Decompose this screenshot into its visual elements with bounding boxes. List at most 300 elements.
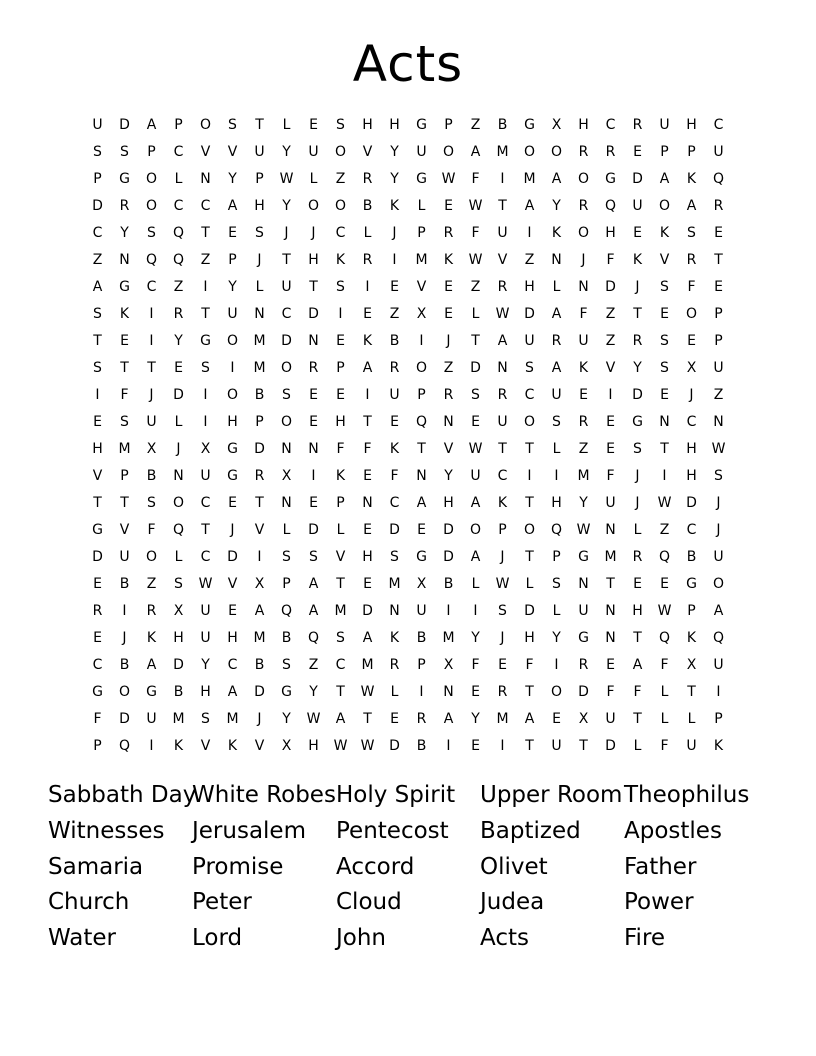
grid-letter: Z: [443, 360, 454, 376]
grid-letter: K: [227, 738, 238, 754]
grid-letter: S: [390, 549, 399, 565]
grid-letter: F: [120, 387, 129, 403]
grid-letter: A: [443, 711, 454, 727]
grid-letter: O: [442, 144, 455, 160]
grid-letter: U: [200, 468, 211, 484]
grid-letter: V: [254, 522, 265, 538]
grid-letter: H: [362, 117, 373, 133]
grid-letter: X: [146, 441, 157, 457]
grid-letter: Z: [713, 387, 724, 403]
grid-letter: S: [552, 414, 561, 430]
grid-letter: I: [473, 603, 478, 619]
grid-letter: E: [606, 441, 615, 457]
grid-letter: T: [255, 495, 264, 511]
grid-letter: X: [551, 117, 562, 133]
grid-letter: R: [362, 252, 373, 268]
grid-letter: M: [361, 657, 374, 673]
grid-letter: E: [336, 333, 345, 349]
grid-letter: U: [416, 603, 427, 619]
grid-letter: K: [335, 468, 346, 484]
grid-letter: O: [577, 171, 590, 187]
grid-letter: N: [254, 306, 265, 322]
grid-letter: S: [471, 387, 480, 403]
grid-letter: F: [390, 468, 399, 484]
grid-letter: M: [253, 360, 266, 376]
grid-letter: E: [552, 711, 561, 727]
grid-letter: R: [551, 333, 562, 349]
grid-letter: H: [92, 441, 103, 457]
grid-letter: G: [578, 630, 589, 646]
grid-letter: D: [632, 171, 643, 187]
grid-letter: Y: [633, 360, 642, 376]
grid-letter: J: [284, 225, 289, 241]
grid-letter: L: [660, 684, 669, 700]
grid-letter: C: [686, 522, 697, 538]
word-bank-item: Olivet: [480, 853, 548, 880]
word-bank-item: Sabbath Day: [48, 782, 197, 808]
grid-letter: X: [578, 711, 589, 727]
grid-letter: V: [200, 738, 211, 754]
grid-letter: H: [200, 684, 211, 700]
grid-letter: W: [711, 441, 726, 457]
grid-letter: A: [470, 549, 481, 565]
grid-letter: I: [716, 684, 721, 700]
grid-letter: U: [605, 711, 616, 727]
grid-letter: P: [552, 549, 561, 565]
grid-letter: E: [471, 414, 480, 430]
grid-letter: I: [527, 468, 532, 484]
grid-letter: A: [146, 657, 157, 673]
grid-letter: W: [198, 576, 213, 592]
grid-letter: K: [713, 738, 724, 754]
grid-letter: I: [392, 252, 397, 268]
grid-letter: J: [500, 549, 505, 565]
word-bank-item: John: [336, 925, 387, 952]
grid-letter: B: [119, 657, 130, 673]
grid-letter: F: [660, 657, 669, 673]
grid-letter: S: [552, 576, 561, 592]
grid-letter: T: [201, 306, 210, 322]
grid-letter: H: [227, 414, 238, 430]
grid-letter: S: [201, 711, 210, 727]
grid-letter: T: [498, 198, 507, 214]
grid-row: [84, 139, 732, 166]
grid-letter: N: [281, 495, 292, 511]
grid-letter: R: [308, 360, 319, 376]
grid-letter: M: [577, 468, 590, 484]
grid-letter: P: [228, 252, 237, 268]
grid-letter: S: [498, 603, 507, 619]
grid-letter: E: [309, 117, 318, 133]
word-bank-item: Promise: [192, 853, 284, 880]
grid-letter: Q: [118, 738, 131, 754]
grid-letter: O: [550, 684, 563, 700]
grid-letter: T: [255, 117, 264, 133]
grid-letter: U: [524, 333, 535, 349]
grid-letter: N: [443, 684, 454, 700]
grid-letter: U: [497, 225, 508, 241]
grid-letter: S: [525, 360, 534, 376]
grid-letter: B: [362, 198, 373, 214]
grid-letter: A: [524, 711, 535, 727]
grid-row: [84, 625, 732, 652]
grid-letter: T: [336, 684, 345, 700]
grid-letter: G: [281, 684, 292, 700]
grid-letter: L: [336, 522, 345, 538]
word-bank-item: White Robes: [192, 782, 336, 808]
word-bank-item: Father: [624, 853, 697, 880]
grid-row: [84, 436, 732, 463]
grid-letter: L: [660, 711, 669, 727]
grid-letter: U: [227, 306, 238, 322]
grid-letter: E: [714, 279, 723, 295]
grid-letter: G: [632, 414, 643, 430]
grid-row: [84, 733, 732, 760]
grid-row: [84, 517, 732, 544]
grid-letter: C: [146, 279, 157, 295]
grid-letter: R: [605, 144, 616, 160]
grid-letter: M: [442, 630, 455, 646]
grid-letter: A: [524, 198, 535, 214]
grid-letter: B: [686, 549, 697, 565]
grid-letter: O: [523, 414, 536, 430]
grid-letter: J: [716, 495, 721, 511]
grid-letter: O: [334, 198, 347, 214]
grid-letter: W: [333, 738, 348, 754]
grid-letter: P: [714, 711, 723, 727]
grid-letter: H: [335, 414, 346, 430]
grid-letter: W: [657, 495, 672, 511]
grid-letter: J: [446, 333, 451, 349]
grid-letter: J: [392, 225, 397, 241]
grid-letter: T: [309, 279, 318, 295]
grid-letter: X: [173, 603, 184, 619]
grid-letter: S: [174, 576, 183, 592]
grid-letter: M: [415, 252, 428, 268]
grid-letter: J: [311, 225, 316, 241]
grid-letter: R: [497, 387, 508, 403]
grid-letter: I: [365, 279, 370, 295]
grid-letter: R: [578, 144, 589, 160]
grid-letter: K: [146, 630, 157, 646]
grid-row: [84, 679, 732, 706]
grid-letter: N: [308, 441, 319, 457]
grid-letter: Q: [172, 522, 185, 538]
grid-row: [84, 274, 732, 301]
grid-letter: O: [145, 198, 158, 214]
grid-letter: F: [660, 738, 669, 754]
grid-letter: Y: [282, 198, 291, 214]
grid-letter: D: [92, 198, 103, 214]
word-bank-item: Acts: [480, 925, 529, 952]
grid-letter: R: [443, 225, 454, 241]
grid-letter: G: [578, 549, 589, 565]
grid-letter: E: [309, 414, 318, 430]
grid-letter: Q: [658, 549, 671, 565]
grid-letter: E: [579, 387, 588, 403]
grid-letter: M: [253, 333, 266, 349]
grid-letter: G: [416, 117, 427, 133]
grid-letter: P: [255, 414, 264, 430]
grid-letter: E: [714, 225, 723, 241]
grid-letter: L: [633, 522, 642, 538]
grid-letter: Z: [605, 333, 616, 349]
grid-letter: S: [282, 549, 291, 565]
grid-letter: T: [120, 495, 129, 511]
grid-letter: G: [686, 576, 697, 592]
grid-letter: E: [444, 306, 453, 322]
grid-letter: W: [360, 684, 375, 700]
grid-letter: K: [443, 252, 454, 268]
grid-letter: A: [551, 306, 562, 322]
grid-letter: P: [417, 387, 426, 403]
grid-letter: V: [362, 144, 373, 160]
grid-row: [84, 706, 732, 733]
grid-letter: H: [524, 279, 535, 295]
grid-letter: E: [633, 144, 642, 160]
grid-letter: Z: [146, 576, 157, 592]
grid-letter: R: [146, 603, 157, 619]
grid-letter: D: [227, 549, 238, 565]
grid-letter: O: [712, 576, 725, 592]
grid-letter: K: [389, 630, 400, 646]
word-bank-item: Judea: [480, 889, 545, 916]
grid-letter: W: [306, 711, 321, 727]
grid-letter: P: [120, 468, 129, 484]
grid-letter: M: [334, 603, 347, 619]
grid-letter: Y: [228, 279, 237, 295]
grid-letter: R: [497, 684, 508, 700]
grid-letter: I: [203, 279, 208, 295]
grid-letter: G: [119, 279, 130, 295]
grid-letter: P: [336, 360, 345, 376]
grid-letter: Z: [524, 252, 535, 268]
grid-letter: I: [230, 360, 235, 376]
grid-letter: E: [93, 414, 102, 430]
grid-row: [84, 463, 732, 490]
grid-letter: S: [336, 117, 345, 133]
grid-letter: E: [363, 306, 372, 322]
grid-letter: A: [227, 684, 238, 700]
grid-letter: G: [605, 171, 616, 187]
grid-letter: M: [118, 441, 131, 457]
grid-letter: Q: [712, 630, 725, 646]
grid-letter: O: [226, 333, 239, 349]
grid-letter: R: [578, 657, 589, 673]
grid-letter: C: [497, 468, 508, 484]
grid-letter: Q: [172, 225, 185, 241]
grid-letter: N: [200, 171, 211, 187]
grid-letter: S: [93, 360, 102, 376]
grid-letter: N: [362, 495, 373, 511]
grid-letter: D: [254, 684, 265, 700]
grid-letter: E: [606, 414, 615, 430]
grid-letter: A: [362, 360, 373, 376]
grid-letter: D: [308, 522, 319, 538]
grid-letter: Y: [201, 657, 210, 673]
grid-letter: I: [149, 738, 154, 754]
grid-letter: U: [578, 603, 589, 619]
grid-letter: K: [119, 306, 130, 322]
grid-letter: P: [336, 495, 345, 511]
grid-letter: J: [716, 522, 721, 538]
grid-letter: G: [200, 333, 211, 349]
grid-letter: P: [93, 171, 102, 187]
grid-letter: K: [686, 171, 697, 187]
grid-letter: N: [659, 414, 670, 430]
grid-row: [84, 328, 732, 355]
grid-letter: B: [389, 333, 400, 349]
grid-letter: D: [173, 657, 184, 673]
grid-letter: S: [120, 144, 129, 160]
grid-letter: T: [282, 252, 291, 268]
grid-letter: E: [660, 306, 669, 322]
grid-row: [84, 382, 732, 409]
grid-letter: I: [446, 738, 451, 754]
grid-letter: Y: [282, 711, 291, 727]
grid-letter: E: [444, 198, 453, 214]
grid-letter: C: [200, 549, 211, 565]
grid-letter: Y: [552, 630, 561, 646]
grid-letter: I: [500, 171, 505, 187]
grid-letter: Q: [415, 414, 428, 430]
grid-letter: H: [173, 630, 184, 646]
grid-letter: R: [389, 360, 400, 376]
grid-letter: T: [120, 360, 129, 376]
grid-letter: E: [228, 495, 237, 511]
grid-letter: I: [419, 684, 424, 700]
grid-letter: T: [498, 441, 507, 457]
grid-letter: Z: [389, 306, 400, 322]
grid-letter: D: [443, 549, 454, 565]
word-bank-item: Apostles: [624, 817, 722, 844]
grid-letter: P: [417, 225, 426, 241]
grid-letter: S: [660, 360, 669, 376]
grid-letter: S: [282, 657, 291, 673]
word-bank-item: Accord: [336, 853, 415, 880]
grid-letter: C: [524, 387, 535, 403]
grid-letter: F: [93, 711, 102, 727]
grid-letter: O: [145, 171, 158, 187]
grid-letter: Y: [120, 225, 129, 241]
grid-letter: Y: [471, 711, 480, 727]
grid-letter: J: [635, 279, 640, 295]
grid-letter: L: [471, 306, 480, 322]
grid-letter: K: [173, 738, 184, 754]
grid-letter: V: [416, 279, 427, 295]
grid-letter: E: [633, 225, 642, 241]
grid-letter: H: [524, 630, 535, 646]
grid-letter: X: [686, 360, 697, 376]
grid-letter: I: [149, 306, 154, 322]
grid-letter: R: [632, 333, 643, 349]
grid-letter: I: [122, 603, 127, 619]
grid-letter: I: [257, 549, 262, 565]
grid-letter: T: [714, 252, 723, 268]
grid-letter: S: [228, 117, 237, 133]
grid-letter: C: [335, 225, 346, 241]
grid-letter: H: [308, 738, 319, 754]
grid-letter: A: [551, 171, 562, 187]
grid-letter: M: [604, 549, 617, 565]
grid-row: [84, 220, 732, 247]
grid-letter: G: [92, 684, 103, 700]
grid-letter: J: [500, 630, 505, 646]
grid-letter: U: [200, 603, 211, 619]
grid-letter: L: [363, 225, 372, 241]
grid-letter: S: [201, 360, 210, 376]
grid-letter: N: [389, 603, 400, 619]
grid-letter: Y: [471, 630, 480, 646]
word-bank-item: Theophilus: [624, 782, 750, 808]
grid-letter: C: [335, 657, 346, 673]
grid-letter: U: [632, 198, 643, 214]
grid-letter: D: [362, 603, 373, 619]
grid-letter: I: [338, 306, 343, 322]
grid-letter: O: [280, 360, 293, 376]
grid-letter: R: [173, 306, 184, 322]
grid-letter: T: [525, 549, 534, 565]
page-title: Acts: [352, 35, 464, 93]
grid-letter: L: [174, 549, 183, 565]
grid-letter: D: [92, 549, 103, 565]
grid-letter: P: [444, 117, 453, 133]
grid-letter: N: [605, 522, 616, 538]
grid-letter: V: [659, 252, 670, 268]
grid-letter: U: [713, 657, 724, 673]
grid-row: [84, 409, 732, 436]
grid-letter: J: [257, 711, 262, 727]
grid-letter: D: [524, 603, 535, 619]
grid-letter: T: [363, 414, 372, 430]
grid-letter: E: [444, 279, 453, 295]
grid-letter: L: [525, 576, 534, 592]
grid-letter: R: [632, 549, 643, 565]
grid-letter: J: [635, 495, 640, 511]
grid-letter: D: [281, 333, 292, 349]
grid-letter: T: [471, 333, 480, 349]
grid-letter: Q: [712, 171, 725, 187]
grid-letter: I: [527, 225, 532, 241]
grid-letter: U: [686, 738, 697, 754]
grid-letter: M: [253, 630, 266, 646]
grid-letter: S: [120, 414, 129, 430]
grid-letter: G: [416, 549, 427, 565]
grid-letter: Z: [605, 306, 616, 322]
word-bank-item: Church: [48, 889, 130, 916]
grid-letter: M: [388, 576, 401, 592]
grid-letter: X: [254, 576, 265, 592]
grid-letter: E: [390, 414, 399, 430]
grid-letter: S: [336, 279, 345, 295]
grid-letter: Y: [444, 468, 453, 484]
grid-letter: Q: [145, 252, 158, 268]
grid-letter: C: [686, 414, 697, 430]
grid-letter: U: [497, 414, 508, 430]
grid-letter: S: [336, 630, 345, 646]
grid-letter: P: [282, 576, 291, 592]
grid-letter: M: [523, 171, 536, 187]
grid-letter: A: [416, 495, 427, 511]
grid-row: [84, 544, 732, 571]
grid-letter: Y: [579, 495, 588, 511]
grid-letter: V: [605, 360, 616, 376]
grid-letter: V: [443, 441, 454, 457]
grid-letter: E: [660, 576, 669, 592]
grid-letter: B: [497, 117, 508, 133]
grid-letter: R: [632, 117, 643, 133]
grid-letter: E: [390, 711, 399, 727]
